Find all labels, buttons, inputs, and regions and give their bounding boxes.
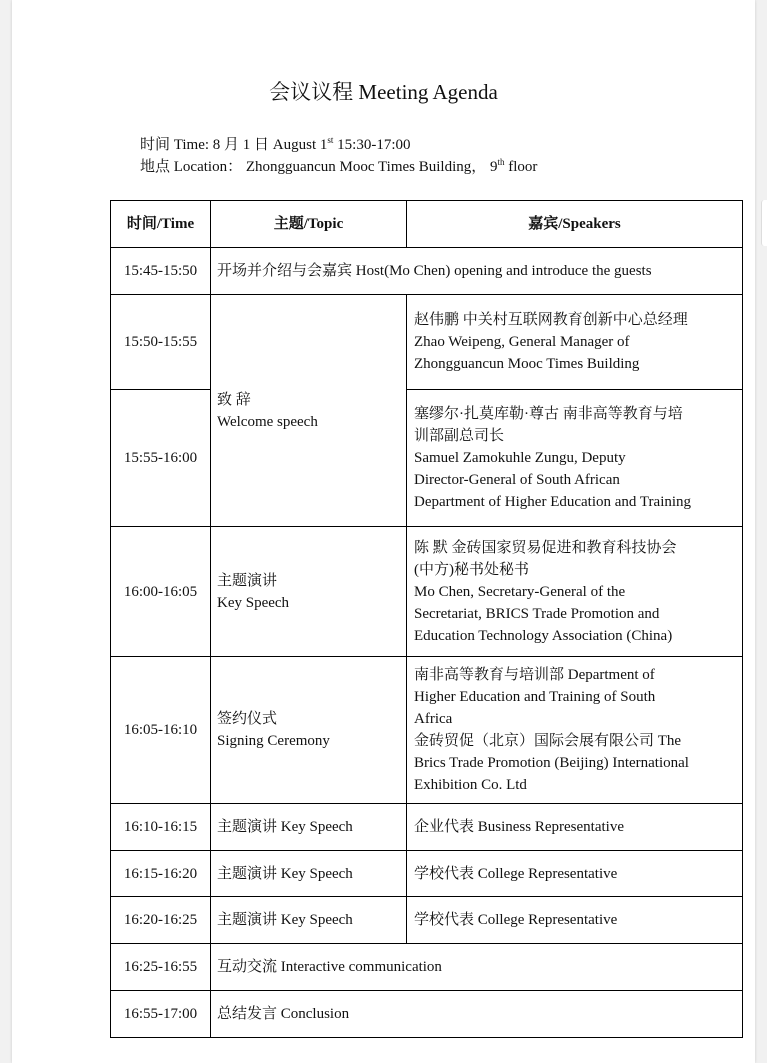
speaker-line: (中方)秘书处秘书 bbox=[414, 561, 529, 578]
speaker-cell bbox=[407, 527, 743, 657]
time-cell: 15:50-15:55 bbox=[111, 295, 211, 390]
speaker-line: Mo Chen, Secretary-General of the bbox=[414, 583, 626, 600]
meeting-time: 时间 Time: 8 月 1 日 August 1st 15:30-17:00 bbox=[140, 135, 411, 153]
topic-line: Key Speech bbox=[217, 594, 290, 611]
speaker-line: 金砖贸促（北京）国际会展有限公司 The bbox=[414, 733, 682, 749]
speaker-line: Africa bbox=[414, 711, 453, 727]
topic-cell bbox=[211, 527, 407, 657]
table-row bbox=[111, 295, 743, 390]
header-speakers: 嘉宾/Speakers bbox=[407, 201, 743, 248]
topic-cell bbox=[211, 295, 407, 527]
speaker-cell: 学校代表 College Representative bbox=[407, 851, 743, 897]
time-cell: 16:10-16:15 bbox=[111, 804, 211, 851]
speaker-line: Samuel Zamokuhle Zungu, Deputy bbox=[414, 450, 626, 466]
time-cell: 16:05-16:10 bbox=[111, 657, 211, 804]
topic-cell bbox=[211, 657, 407, 804]
speaker-line: 南非高等教育与培训部 Department of bbox=[414, 667, 655, 683]
speaker-line: Zhao Weipeng, General Manager of bbox=[414, 334, 630, 350]
time-cell: 16:20-16:25 bbox=[111, 897, 211, 944]
topic-line: Welcome speech bbox=[217, 413, 318, 430]
speaker-line: 塞缪尔·扎莫库勒·尊古 南非高等教育与培 bbox=[414, 406, 683, 422]
topic-cell: 主题演讲 Key Speech bbox=[211, 897, 407, 944]
speaker-line: Department of Higher Education and Training bbox=[414, 494, 692, 510]
merged-cell: 开场并介绍与会嘉宾 Host(Mo Chen) opening and introduce the guests bbox=[211, 248, 743, 295]
time-cell: 16:15-16:20 bbox=[111, 851, 211, 897]
merged-cell: 总结发言 Conclusion bbox=[211, 991, 743, 1038]
table-row bbox=[111, 657, 743, 804]
topic-line: 主题演讲 bbox=[217, 572, 278, 589]
speaker-cell bbox=[407, 657, 743, 804]
table-row bbox=[111, 248, 743, 295]
speaker-line: Director-General of South African bbox=[414, 472, 620, 488]
speaker-cell: 学校代表 College Representative bbox=[407, 897, 743, 944]
agenda-table bbox=[110, 200, 743, 1038]
time-cell: 16:25-16:55 bbox=[111, 944, 211, 991]
speaker-line: Education Technology Association (China) bbox=[414, 627, 673, 644]
time-cell: 16:00-16:05 bbox=[111, 527, 211, 657]
speaker-cell bbox=[407, 390, 743, 527]
topic-cell: 主题演讲 Key Speech bbox=[211, 851, 407, 897]
scroll-handle[interactable] bbox=[761, 200, 767, 246]
table-header-row bbox=[111, 201, 743, 248]
table-row bbox=[111, 897, 743, 944]
speaker-line: Higher Education and Training of South bbox=[414, 689, 656, 705]
header-topic: 主题/Topic bbox=[211, 201, 407, 248]
speaker-line: Exhibition Co. Ltd bbox=[414, 777, 527, 793]
table-row bbox=[111, 804, 743, 851]
speaker-line: Zhongguancun Mooc Times Building bbox=[414, 356, 640, 372]
topic-line: 签约仪式 bbox=[217, 711, 278, 727]
header-time: 时间/Time bbox=[111, 201, 211, 248]
time-cell: 15:55-16:00 bbox=[111, 390, 211, 527]
merged-cell: 互动交流 Interactive communication bbox=[211, 944, 743, 991]
speaker-cell bbox=[407, 295, 743, 390]
table-row bbox=[111, 390, 743, 527]
speaker-line: 赵伟鹏 中关村互联网教育创新中心总经理 bbox=[414, 312, 688, 328]
topic-line: 致 辞 bbox=[217, 391, 251, 408]
speaker-line: 训部副总司长 bbox=[414, 428, 505, 444]
table-row bbox=[111, 527, 743, 657]
document-title: 会议议程 Meeting Agenda bbox=[269, 80, 498, 104]
meeting-location: 地点 Location： Zhongguancun Mooc Times Building， 9th floor bbox=[140, 157, 538, 175]
topic-line: Signing Ceremony bbox=[217, 733, 330, 749]
table-row bbox=[111, 851, 743, 897]
speaker-line: 陈 默 金砖国家贸易促进和教育科技协会 bbox=[414, 539, 677, 556]
time-cell: 15:45-15:50 bbox=[111, 248, 211, 295]
speaker-line: Secretariat, BRICS Trade Promotion and bbox=[414, 605, 660, 622]
speaker-cell: 企业代表 Business Representative bbox=[407, 804, 743, 851]
speaker-line: Brics Trade Promotion (Beijing) International bbox=[414, 755, 689, 771]
table-row bbox=[111, 991, 743, 1038]
table-row bbox=[111, 944, 743, 991]
topic-cell: 主题演讲 Key Speech bbox=[211, 804, 407, 851]
time-cell: 16:55-17:00 bbox=[111, 991, 211, 1038]
